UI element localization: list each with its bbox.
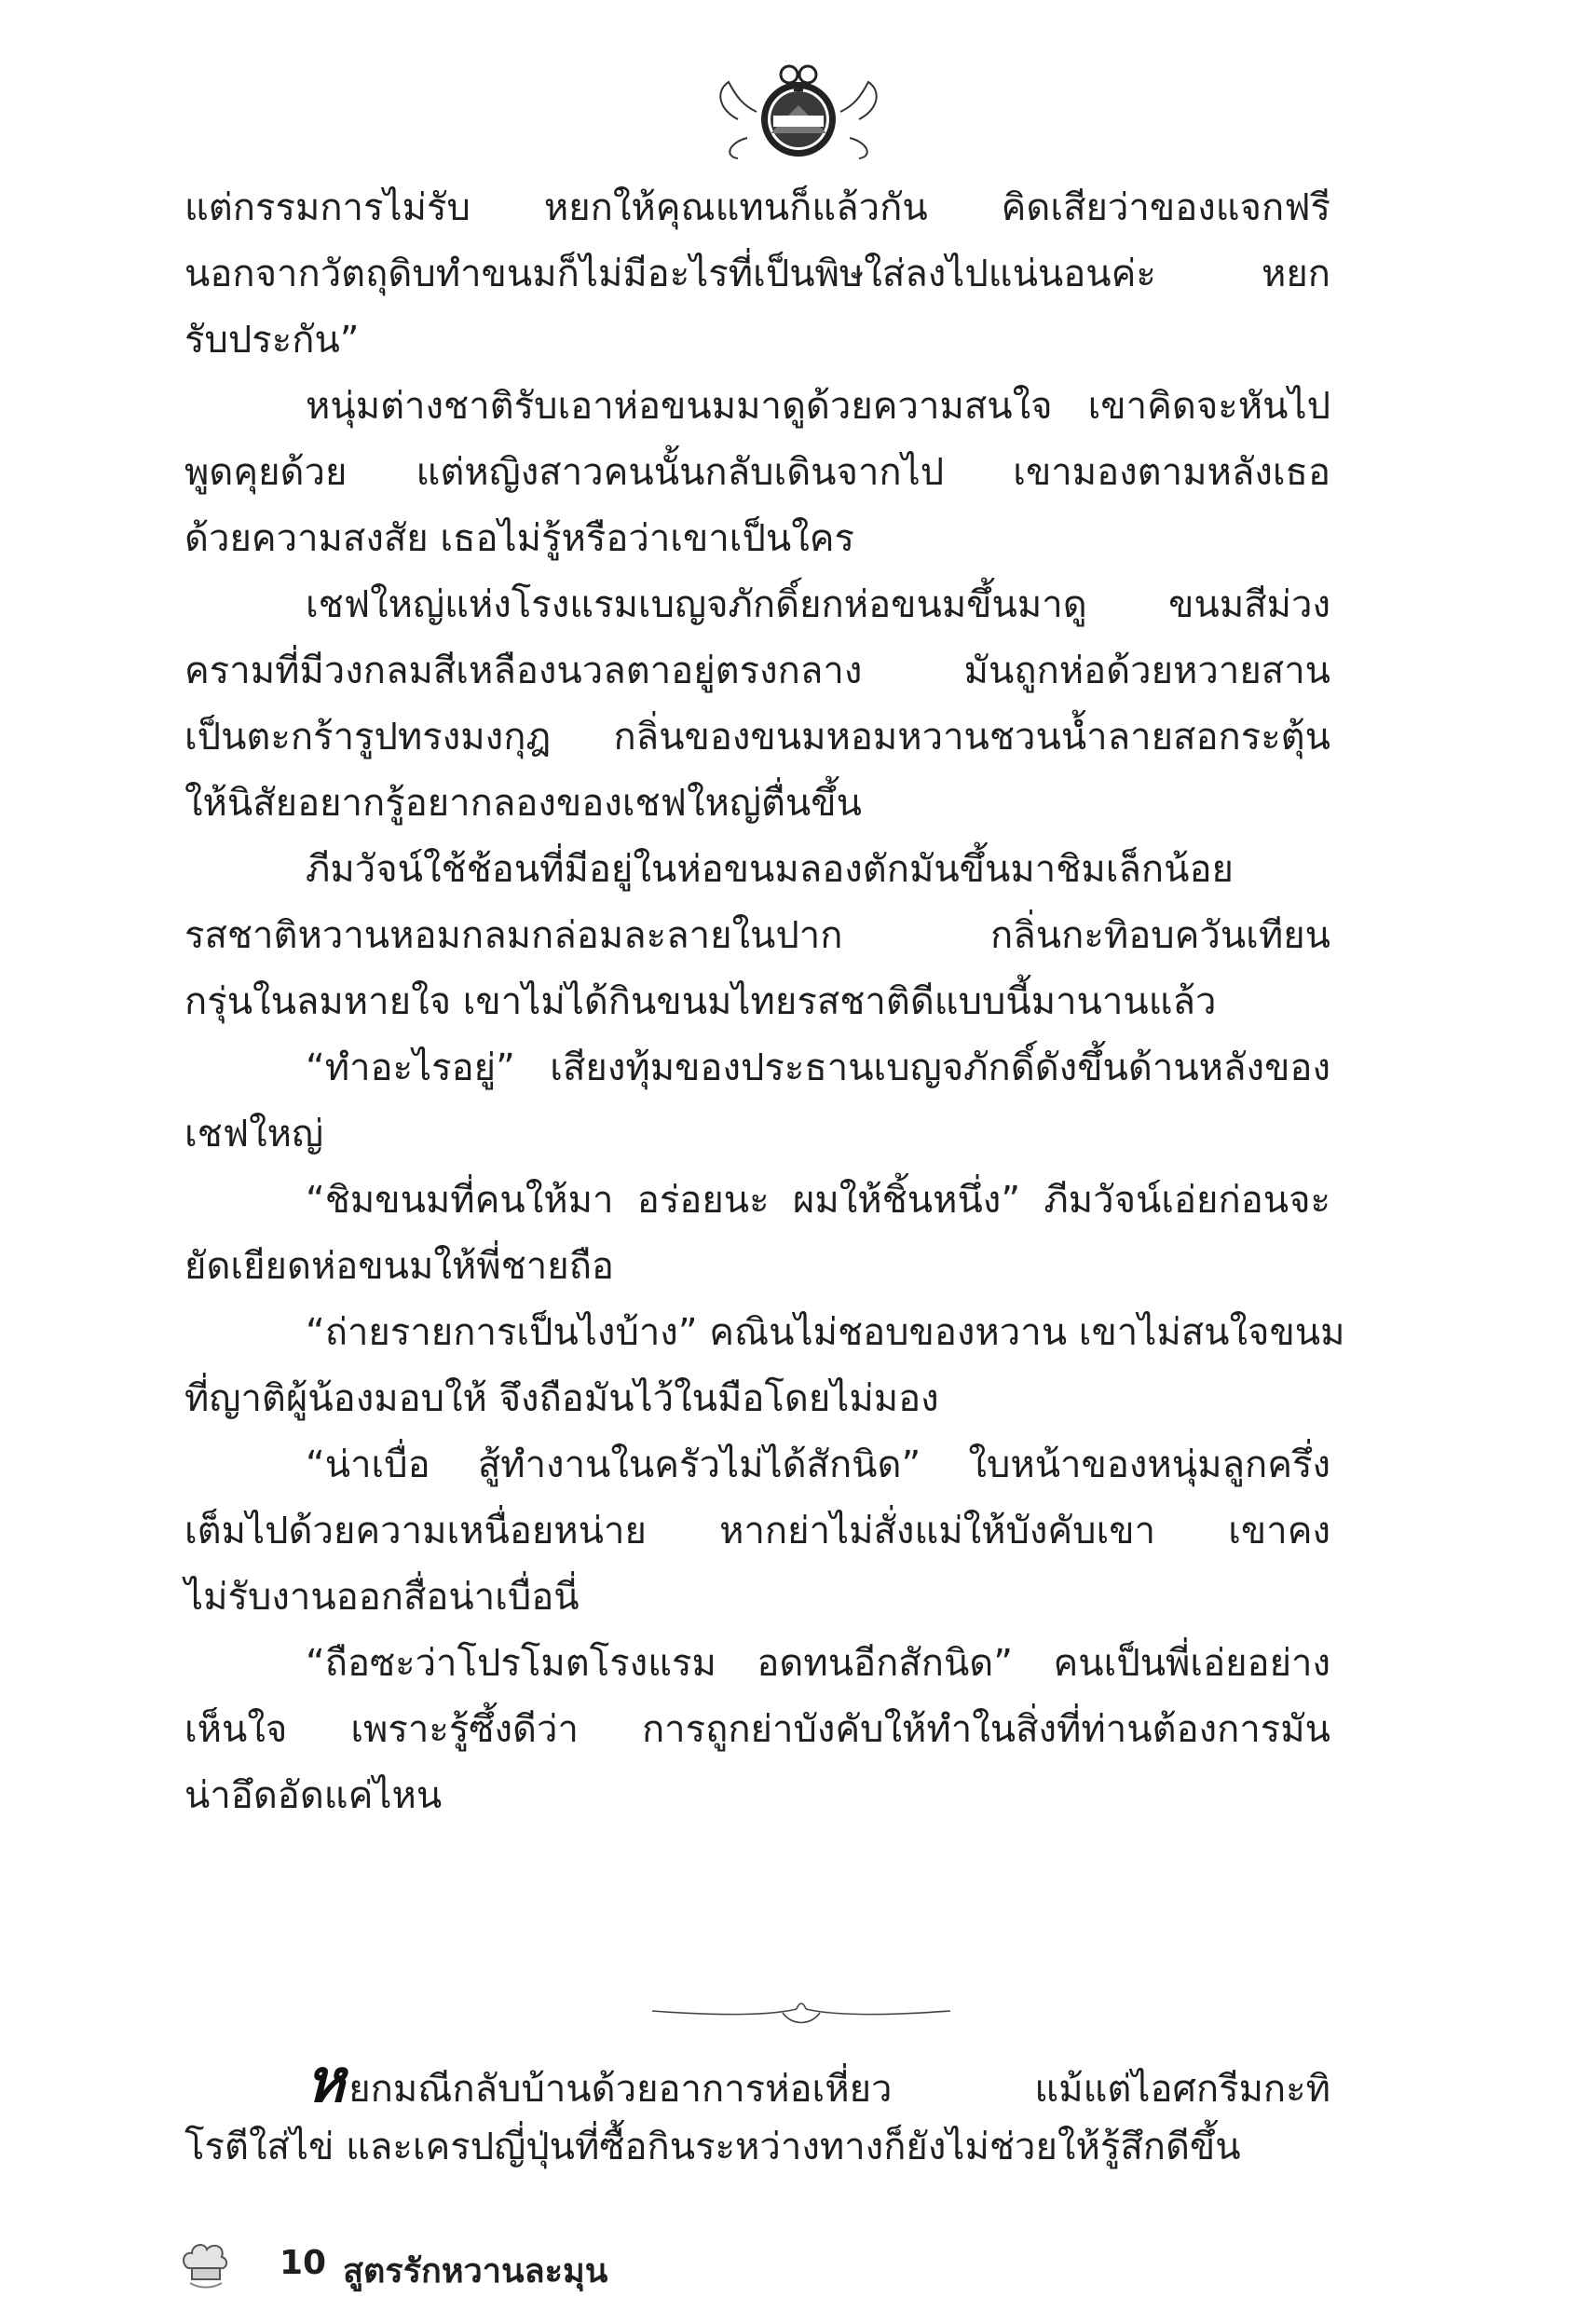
text-line: ครามที่มีวงกลมสีเหลืองนวลตาอยู่ตรงกลาง มันถูกห่อด้วยหวายสาน xyxy=(184,650,1330,692)
text-line: “น่าเบื่อ สู้ทำงานในครัวไม่ได้สักนิด” ใบหน้าของหนุ่มลูกครึ่ง xyxy=(306,1443,1330,1486)
ornamental-divider-icon xyxy=(643,1994,960,2031)
page-number: 10 xyxy=(280,2244,327,2282)
text-line: น่าอึดอัดแค่ไหน xyxy=(184,1774,443,1817)
book-title: สูตรรักหวานละมุน xyxy=(343,2252,608,2290)
text-line: ภีมวัจน์ใช้ช้อนที่มีอยู่ในห่อขนมลองตักมันขึ้นมาชิมเล็กน้อย xyxy=(306,848,1234,891)
text-line: เห็นใจ เพราะรู้ซึ้งดีว่า การถูกย่าบังคับให้ทำในสิ่งที่ท่านต้องการมัน xyxy=(184,1708,1330,1751)
text-line: เป็นตะกร้ารูปทรงมงกุฎ กลิ่นของขนมหอมหวานชวนน้ำลายสอกระตุ้น xyxy=(184,716,1330,759)
text-line: ด้วยความสงสัย เธอไม่รู้หรือว่าเขาเป็นใคร xyxy=(184,517,854,560)
text-line: “ทำอะไรอยู่” เสียงทุ้มของประธานเบญจภักดิ์ดังขึ้นด้านหลังของ xyxy=(306,1046,1330,1089)
section-two xyxy=(184,2048,1330,2181)
text-line: หนุ่มต่างชาติรับเอาห่อขนมมาดูด้วยความสนใจ เขาคิดจะหันไป xyxy=(306,385,1330,428)
section-two-first-line xyxy=(184,2048,1330,2114)
text-line: เชฟใหญ่แห่งโรงแรมเบญจภักดิ์ยกห่อขนมขึ้นมาดู ขนมสีม่วง xyxy=(306,583,1330,626)
section-two-line-1: ยกมณีกลับบ้านด้วยอาการห่อเหี่ยว แม้แต่ไอศกรีมกะทิ xyxy=(348,2068,1330,2111)
text-line: รสชาติหวานหอมกลมกล่อมละลายในปาก กลิ่นกะทิอบควันเทียน xyxy=(184,914,1330,957)
text-line: ให้นิสัยอยากรู้อยากลองของเชฟใหญ่ตื่นขึ้น xyxy=(184,782,862,825)
body-text xyxy=(184,175,1345,1829)
chef-hat-icon xyxy=(177,2236,233,2292)
text-line: “ถือซะว่าโปรโมตโรงแรม อดทนอีกสักนิด” คนเป็นพี่เอ่ยอย่าง xyxy=(306,1642,1330,1685)
page-footer xyxy=(177,2236,829,2292)
text-line: “ถ่ายรายการเป็นไงบ้าง” คณินไม่ชอบของหวาน เขาไม่สนใจขนม xyxy=(306,1311,1345,1354)
text-line: นอกจากวัตถุดิบทำขนมก็ไม่มีอะไรที่เป็นพิษใส่ลงไปแน่นอนค่ะ หยก xyxy=(184,253,1330,295)
text-line: ไม่รับงานออกสื่อน่าเบื่อนี่ xyxy=(184,1576,580,1619)
decorative-crest-icon xyxy=(701,54,896,166)
text-line: พูดคุยด้วย แต่หญิงสาวคนนั้นกลับเดินจากไป เขามองตามหลังเธอ xyxy=(184,451,1330,494)
text-line: แต่กรรมการไม่รับ หยกให้คุณแทนก็แล้วกัน คิดเสียว่าของแจกฟรี xyxy=(184,186,1330,229)
text-line: ยัดเยียดห่อขนมให้พี่ชายถือ xyxy=(184,1245,614,1288)
section-two-line-2: โรตีใส่ไข่ และเครปญี่ปุ่นที่ซื้อกินระหว่างทางก็ยังไม่ช่วยให้รู้สึกดีขึ้น xyxy=(184,2126,1241,2168)
text-line: “ชิมขนมที่คนให้มา อร่อยนะ ผมให้ชิ้นหนึ่ง” ภีมวัจน์เอ่ยก่อนจะ xyxy=(306,1179,1330,1222)
text-line: ที่ญาติผู้น้องมอบให้ จึงถือมันไว้ในมือโดยไม่มอง xyxy=(184,1377,939,1420)
text-line: เชฟใหญ่ xyxy=(184,1113,324,1156)
drop-cap: ห xyxy=(306,2046,346,2116)
text-line: กรุ่นในลมหายใจ เขาไม่ได้กินขนมไทยรสชาติดีแบบนี้มานานแล้ว xyxy=(184,980,1217,1023)
text-line: รับประกัน” xyxy=(184,319,360,362)
text-line: เต็มไปด้วยความเหนื่อยหน่าย หากย่าไม่สั่งแม่ให้บังคับเขา เขาคง xyxy=(184,1510,1330,1552)
